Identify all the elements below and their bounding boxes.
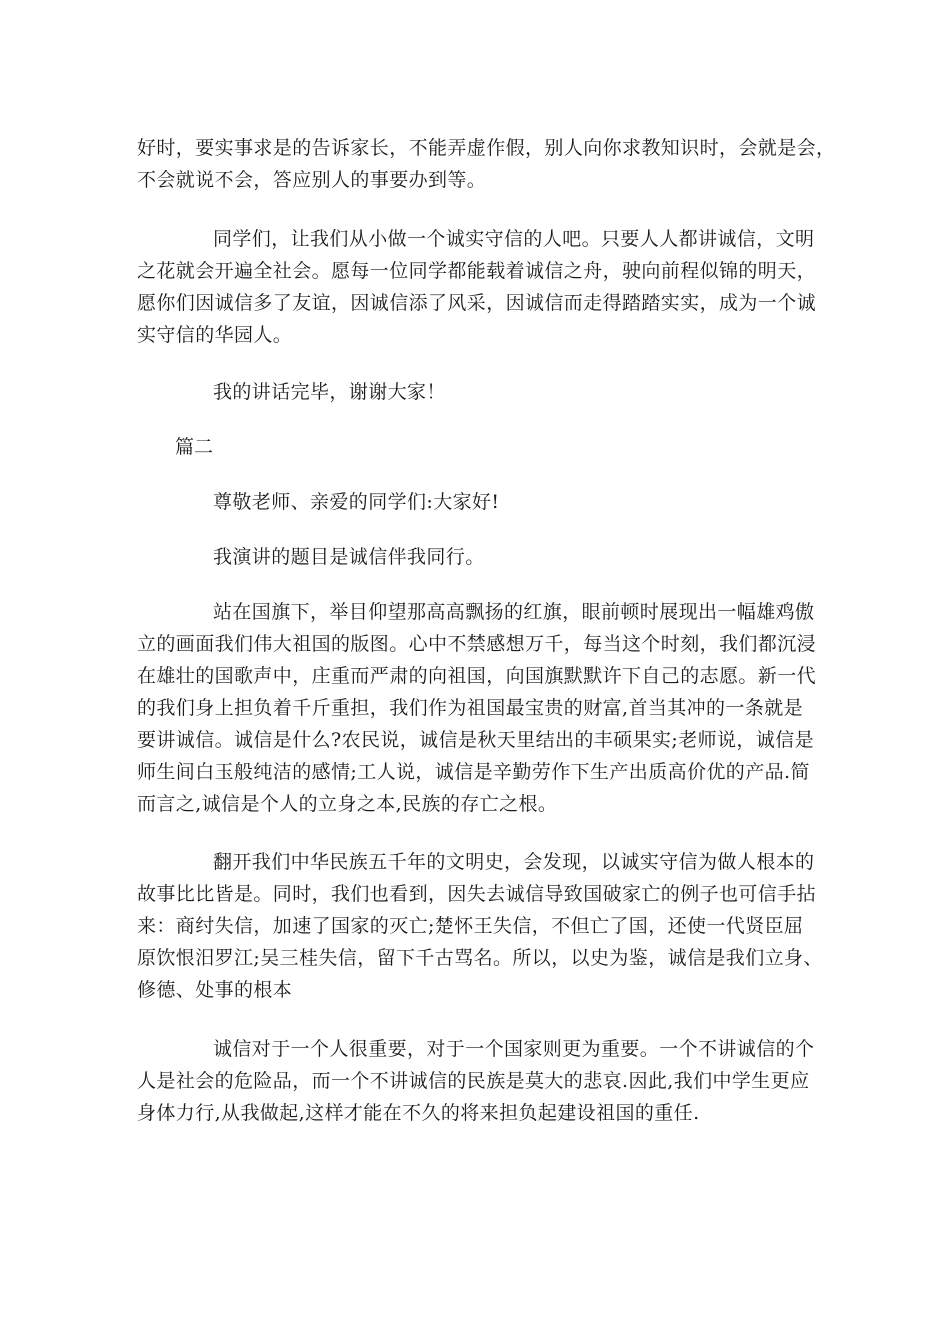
text-line: 站在国旗下，举目仰望那高高飘扬的红旗，眼前顿时展现出一幅雄鸡傲 [213,601,815,623]
text-line: 立的画面我们伟大祖国的版图。心中不禁感想万千，每当这个时刻，我们都沉浸 [137,633,817,655]
paragraph-6 [137,596,817,820]
paragraph-2 [137,223,817,351]
text-line: 诚信对于一个人很重要，对于一个国家则更为重要。一个不讲诚信的个 [213,1038,815,1060]
paragraph-8 [137,1033,817,1129]
text-line: 之花就会开遍全社会。愿每一位同学都能载着诚信之舟，驶向前程似锦的明天， [137,260,817,282]
paragraph-5 [137,541,817,573]
text-line: 师生间白玉般纯洁的感情;工人说，诚信是辛勤劳作下生产出质高价优的产品.简 [137,761,810,783]
text-line: 好时，要实事求是的告诉家长，不能弄虚作假，别人向你求教知识时，会就是会， [137,137,836,159]
text-line: 尊敬老师、亲爱的同学们:大家好! [213,491,500,513]
paragraph-7 [137,846,823,1006]
text-line: 身体力行,从我做起,这样才能在不久的将来担负起建设祖国的重任. [137,1102,700,1124]
text-line: 而言之,诚信是个人的立身之本,民族的存亡之根。 [137,793,558,815]
text-line: 愿你们因诚信多了友谊，因诚信添了风采，因诚信而走得踏踏实实，成为一个诚 [137,292,817,314]
text-line: 我的讲话完毕，谢谢大家！ [213,381,446,403]
text-line: 来：商纣失信，加速了国家的灭亡;楚怀王失信，不但亡了国，还使一代贤臣屈 [137,915,804,937]
paragraph-1 [137,132,836,196]
text-line: 不会就说不会，答应别人的事要办到等。 [137,169,487,191]
text-line: 的我们身上担负着千斤重担，我们作为祖国最宝贵的财富,首当其冲的一条就是 [137,697,804,719]
section-heading: 篇二 [175,436,214,458]
text-line: 故事比比皆是。同时，我们也看到，因失去诚信导致国破家亡的例子也可信手拈 [137,883,817,905]
paragraph-3 [137,376,817,408]
text-line: 在雄壮的国歌声中，庄重而严肃的向祖国，向国旗默默许下自己的志愿。新一代 [137,665,817,687]
paragraph-4 [137,486,817,518]
text-line: 同学们，让我们从小做一个诚实守信的人吧。只要人人都讲诚信，文明 [213,228,815,250]
text-line: 实守信的华园人。 [137,324,293,346]
text-line: 原饮恨汨罗江;吴三桂失信，留下千古骂名。所以，以史为鉴，诚信是我们立身、 [137,947,823,969]
text-line: 翻开我们中华民族五千年的文明史，会发现，以诚实守信为做人根本的 [213,851,815,873]
text-line: 修德、处事的根本 [137,979,293,1001]
text-line: 要讲诚信。诚信是什么?农民说，诚信是秋天里结出的丰硕果实;老师说，诚信是 [137,729,814,751]
text-line: 我演讲的题目是诚信伴我同行。 [213,546,485,568]
text-line: 人是社会的危险品，而一个不讲诚信的民族是莫大的悲哀.因此,我们中学生更应 [137,1070,810,1092]
